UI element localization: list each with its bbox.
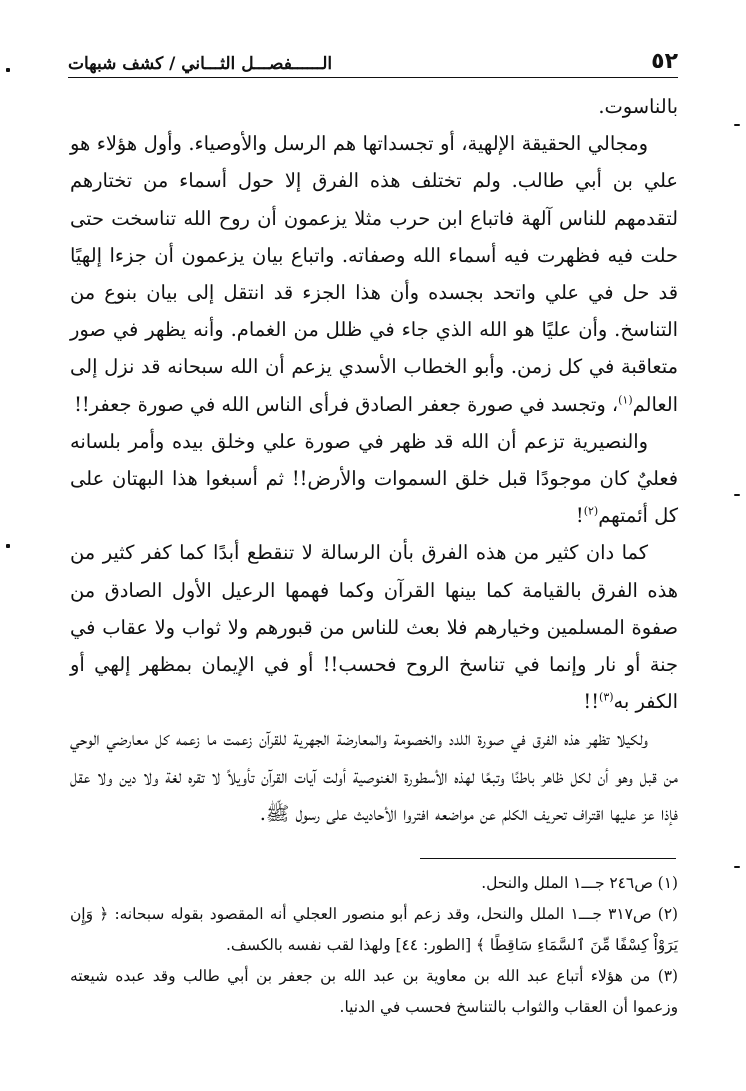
footnotes [70, 868, 678, 1023]
scan-mark [734, 866, 740, 868]
footnote-separator [420, 858, 676, 859]
footnote: (٣) من هؤلاء أتباع عبد الله بن معاوية بن عبد الله بن جعفر بن أبي طالب وقد عبده شيعته وزعموا أن العقاب والثواب بالتناسخ فحسب في الدنيا. [70, 967, 678, 1016]
running-title: الــــــفصـــل الثـــاني / كشف شبهات [68, 54, 333, 74]
scan-mark [6, 68, 10, 72]
paragraph: كما دان كثير من هذه الفرق بأن الرسالة لا تنقطع أبدًا كما كفر كثير من هذه الفرق بالقيامة كما بينها القرآن وكما فهمها الرعيل الأول الصادق من صفوة المسلمين وخيارهم فلا بعث للناس من قبورهم ولا ثواب ولا عقاب في جنة أو نار وإنما في تناسخ الروح فحسب!! أو في الإيمان بمظهر إلهي أو الكفر به$^{(٣)}$!! [70, 541, 678, 714]
header-rule [68, 77, 678, 78]
footnote-ref[interactable]: (٢) [583, 504, 599, 518]
footnote: (٢) ص٣١٧ جـــ١ الملل والنحل، وقد زعم أبو منصور العجلي أنه المقصود بقوله سبحانه: ﴿ وَإِن يَرَوْاْ كِسْفًا مِّنَ ٱلسَّمَاءِ سَاقِطًا ﴾ [الطور: ٤٤] ولهذا لقب نفسه بالكسف. [70, 905, 678, 954]
footnote-ref[interactable]: (٣) [599, 690, 614, 704]
paragraph: والنصيرية تزعم أن الله قد ظهر في صورة علي وخلق بيده وأمر بلسانه فعليٌ كان موجودًا قبل خلق السموات والأرض!! ثم أسبغوا هذا البهتان على كل أئمتهم$^{(٢)}$! [70, 429, 678, 528]
body-text [70, 88, 678, 832]
scan-mark [734, 124, 740, 126]
paragraph: بالناسوت. [598, 95, 678, 118]
page-header [68, 38, 678, 74]
scan-mark [6, 544, 10, 548]
footnote: (١) ص٢٤٦ جـــ١ الملل والنحل. [481, 874, 678, 892]
page-number: ٥٢ [651, 49, 678, 74]
scan-mark [734, 494, 740, 496]
paragraph: ولكيلا تظهر هذه الفرق في صورة اللدد والخصومة والمعارضة الجهرية للقرآن زعمت ما زعمه كل معارضي الوحي من قبل وهو أن لكل ظاهر باطنًا وتبعًا لهذه الأسطورة الغنوصية أولت آيات القرآن تأويلاً لا تقره لغة ولا دين ولا عقل فإذا عز عليها اقتراف تحريف الكلم عن مواضعه افتروا الأحاديث على رسول ﷺ. [70, 727, 678, 825]
paragraph: ومجالي الحقيقة الإلهية، أو تجسداتها هم الرسل والأوصياء. وأول هؤلاء هو علي بن أبي طالب. ولم تختلف هذه الفرق إلا حول أسماء من تختارهم لتقدمهم للناس آلهة فاتباع ابن حرب مثلا يزعمون أن روح الله تناسخت حتى حلت فيه فظهرت فيه أسماء الله وصفاته. واتباع بيان يزعمون أن جزءا إلهيًا قد حل في علي واتحد بجسده وأن هذا الجزء قد انتقل إلى بيان بنوع من التناسخ. وأن عليًا هو الله الذي جاء في ظلل من الغمام. وأنه يظهر في صور متعاقبة في كل زمن. وأبو الخطاب الأسدي يزعم أن الله سبحانه قد نزل إلى العالم$^{(١)}$، وتجسد في صورة جعفر الصادق فرأى الناس الله في صورة جعفر!! [70, 132, 678, 416]
footnote-ref[interactable]: (١) [618, 393, 633, 407]
